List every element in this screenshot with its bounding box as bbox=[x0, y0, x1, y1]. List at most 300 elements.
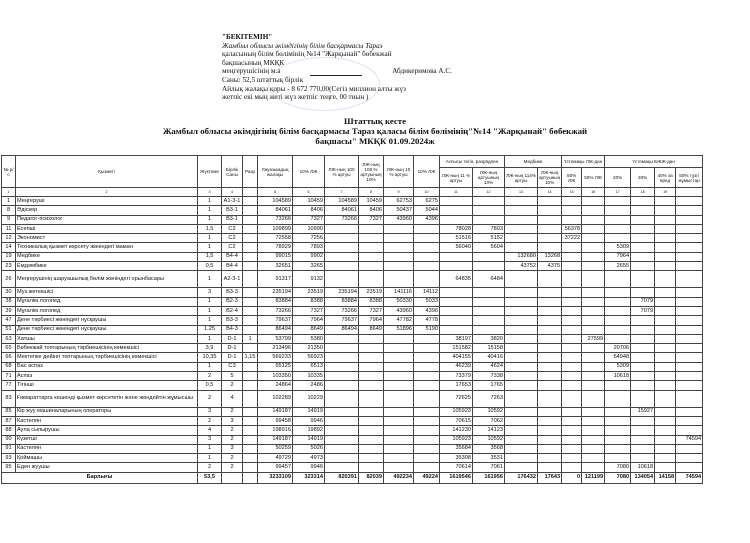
table-cell bbox=[562, 444, 582, 453]
table-cell: 35308 bbox=[440, 454, 473, 463]
table-cell bbox=[655, 353, 676, 362]
table-cell bbox=[538, 435, 562, 444]
table-cell: 84061 bbox=[258, 206, 293, 215]
table-cell: 14919 bbox=[293, 407, 325, 416]
table-cell bbox=[505, 381, 538, 390]
table-cell: 10335 bbox=[293, 372, 325, 381]
table-cell bbox=[359, 252, 384, 261]
table-cell bbox=[538, 344, 562, 353]
table-cell: 83884 bbox=[325, 297, 359, 306]
table-cell bbox=[562, 325, 582, 334]
table-row bbox=[2, 334, 703, 343]
row-number-cell: 1 bbox=[2, 197, 16, 206]
table-cell bbox=[243, 243, 258, 252]
table-cell bbox=[359, 271, 384, 288]
table-cell bbox=[325, 435, 359, 444]
col-header-no: № р/с bbox=[2, 156, 16, 188]
table-cell: 213496 bbox=[258, 344, 293, 353]
table-row bbox=[2, 325, 703, 334]
table-cell bbox=[359, 344, 384, 353]
col-number: 4 bbox=[222, 188, 243, 197]
table-cell bbox=[562, 197, 582, 206]
table-cell: 7327 bbox=[359, 306, 384, 315]
table-row bbox=[2, 463, 703, 472]
table-cell bbox=[582, 454, 605, 463]
table-cell bbox=[605, 334, 631, 343]
total-cell: 17643 bbox=[538, 472, 562, 483]
position-name-cell: Мектепке дейінгі топтарының тәрбиешісінің көмекшісі bbox=[16, 353, 198, 362]
table-cell bbox=[562, 334, 582, 343]
table-cell: 70615 bbox=[440, 416, 473, 425]
table-cell bbox=[325, 390, 359, 407]
table-cell bbox=[655, 206, 676, 215]
table-cell: 2 bbox=[222, 426, 243, 435]
table-cell: 8406 bbox=[293, 206, 325, 215]
row-number-cell: 77 bbox=[2, 381, 16, 390]
row-number-cell: 88 bbox=[2, 426, 16, 435]
table-cell: 7256 bbox=[293, 234, 325, 243]
table-cell: 5380 bbox=[293, 334, 325, 343]
table-cell bbox=[605, 444, 631, 453]
table-cell bbox=[440, 288, 473, 297]
position-name-cell: Емдәмбике bbox=[16, 262, 198, 271]
col-number: 1 bbox=[2, 188, 16, 197]
table-cell bbox=[562, 454, 582, 463]
table-cell bbox=[582, 215, 605, 224]
col-header-position: Қызметі bbox=[16, 156, 198, 188]
table-cell bbox=[384, 390, 414, 407]
table-cell: 141230 bbox=[440, 426, 473, 435]
table-cell bbox=[538, 426, 562, 435]
position-name-cell: Мұғалім логопед bbox=[16, 297, 198, 306]
table-cell: 64835 bbox=[440, 271, 473, 288]
table-cell bbox=[243, 234, 258, 243]
table-cell: 74594 bbox=[676, 435, 703, 444]
table-cell: 102289 bbox=[258, 390, 293, 407]
table-row bbox=[2, 407, 703, 416]
table-cell: D-1 bbox=[222, 334, 243, 343]
table-row bbox=[2, 288, 703, 297]
table-cell bbox=[243, 215, 258, 224]
total-cell bbox=[243, 472, 258, 483]
table-cell: 8388 bbox=[359, 297, 384, 306]
table-row bbox=[2, 454, 703, 463]
table-cell bbox=[562, 416, 582, 425]
table-cell bbox=[631, 381, 655, 390]
table-cell: 10459 bbox=[293, 197, 325, 206]
table-cell: 46239 bbox=[440, 362, 473, 371]
col-subheader: 50% тұзгі жұмыстар bbox=[676, 168, 703, 188]
total-cell: 74594 bbox=[676, 472, 703, 483]
table-cell: 9902 bbox=[293, 252, 325, 261]
table-cell bbox=[676, 288, 703, 297]
table-cell bbox=[655, 407, 676, 416]
table-cell bbox=[414, 463, 440, 472]
position-name-cell: Еден жуушы bbox=[16, 463, 198, 472]
table-cell: 86494 bbox=[258, 325, 293, 334]
table-cell: 2 bbox=[222, 463, 243, 472]
col-subheader: 50% ЛЖ bbox=[562, 168, 582, 188]
table-cell: 24864 bbox=[258, 381, 293, 390]
table-cell bbox=[384, 224, 414, 233]
col-subheader: 40% за вред bbox=[655, 168, 676, 188]
total-row bbox=[2, 472, 703, 483]
total-cell: 1619546 bbox=[440, 472, 473, 483]
table-cell: 1 bbox=[198, 454, 222, 463]
table-cell bbox=[676, 444, 703, 453]
table-cell: 7327 bbox=[293, 215, 325, 224]
table-cell bbox=[414, 416, 440, 425]
table-cell bbox=[384, 463, 414, 472]
table-cell: 73266 bbox=[258, 306, 293, 315]
position-name-cell: Кастелян bbox=[16, 416, 198, 425]
table-row bbox=[2, 435, 703, 444]
table-cell bbox=[538, 454, 562, 463]
table-cell bbox=[655, 381, 676, 390]
table-cell: 5 bbox=[222, 372, 243, 381]
table-cell bbox=[676, 306, 703, 315]
table-cell: 86494 bbox=[325, 325, 359, 334]
table-cell: В3-3 bbox=[222, 316, 243, 325]
table-cell bbox=[243, 316, 258, 325]
table-cell bbox=[505, 435, 538, 444]
table-row bbox=[2, 416, 703, 425]
table-cell bbox=[359, 372, 384, 381]
table-cell bbox=[676, 353, 703, 362]
table-cell bbox=[605, 381, 631, 390]
table-cell bbox=[562, 316, 582, 325]
table-cell bbox=[655, 197, 676, 206]
table-cell bbox=[325, 381, 359, 390]
table-cell bbox=[562, 297, 582, 306]
table-row bbox=[2, 224, 703, 233]
table-cell: 73379 bbox=[440, 372, 473, 381]
signature-line bbox=[222, 67, 452, 76]
row-number-cell: 51 bbox=[2, 325, 16, 334]
table-cell: 17653 bbox=[440, 381, 473, 390]
table-cell bbox=[243, 435, 258, 444]
table-cell bbox=[243, 306, 258, 315]
table-cell: 7893 bbox=[293, 243, 325, 252]
table-cell: 6513 bbox=[293, 362, 325, 371]
table-cell bbox=[582, 325, 605, 334]
table-cell bbox=[582, 344, 605, 353]
salary-fund: Айлық жалақы қоры - 8 672 770,00(Сегіз миллион алты жүз bbox=[222, 84, 406, 93]
table-cell: 235194 bbox=[325, 288, 359, 297]
table-cell bbox=[676, 463, 703, 472]
table-cell: 10,35 bbox=[198, 353, 222, 362]
table-cell bbox=[605, 224, 631, 233]
table-cell bbox=[562, 435, 582, 444]
table-cell: 149187 bbox=[258, 435, 293, 444]
table-cell: 7327 bbox=[293, 306, 325, 315]
table-cell bbox=[655, 426, 676, 435]
table-cell bbox=[243, 362, 258, 371]
table-cell bbox=[676, 197, 703, 206]
table-cell bbox=[582, 435, 605, 444]
table-cell: 404155 bbox=[440, 353, 473, 362]
table-cell bbox=[473, 325, 505, 334]
table-cell: 1 bbox=[198, 362, 222, 371]
position-name-cell: Муз.жетекшісі bbox=[16, 288, 198, 297]
table-cell: 14112 bbox=[414, 288, 440, 297]
table-cell bbox=[243, 463, 258, 472]
table-cell bbox=[582, 407, 605, 416]
table-cell: 72558 bbox=[258, 234, 293, 243]
table-cell: 15927 bbox=[631, 407, 655, 416]
table-cell: С2 bbox=[222, 243, 243, 252]
table-cell bbox=[676, 416, 703, 425]
table-cell bbox=[538, 463, 562, 472]
table-cell bbox=[655, 344, 676, 353]
table-cell bbox=[414, 224, 440, 233]
table-cell bbox=[538, 390, 562, 407]
row-number-cell: 39 bbox=[2, 306, 16, 315]
table-cell: 84061 bbox=[325, 206, 359, 215]
total-cell: 49224 bbox=[414, 472, 440, 483]
row-number-cell: 38 bbox=[2, 297, 16, 306]
table-row bbox=[2, 297, 703, 306]
table-cell bbox=[676, 215, 703, 224]
table-cell bbox=[325, 416, 359, 425]
table-cell: 5152 bbox=[473, 234, 505, 243]
table-cell: 65125 bbox=[258, 362, 293, 371]
col-header-increase10: ЛЖ-ның 10 % артуы bbox=[384, 156, 414, 188]
title-line: Штаттық кесте bbox=[343, 116, 407, 126]
table-cell: 50259 bbox=[258, 444, 293, 453]
table-cell: 2 bbox=[198, 463, 222, 472]
col-number: 16 bbox=[582, 188, 605, 197]
table-cell bbox=[538, 234, 562, 243]
table-cell: 4973 bbox=[293, 454, 325, 463]
table-cell bbox=[582, 426, 605, 435]
table-cell: С2 bbox=[222, 234, 243, 243]
table-cell bbox=[631, 206, 655, 215]
col-number: 9 bbox=[384, 188, 414, 197]
table-cell: 2 bbox=[222, 454, 243, 463]
table-cell bbox=[325, 353, 359, 362]
col-number: 17 bbox=[605, 188, 631, 197]
table-cell bbox=[655, 271, 676, 288]
table-cell: 1,5 bbox=[198, 224, 222, 233]
table-cell bbox=[505, 234, 538, 243]
table-cell bbox=[582, 444, 605, 453]
table-cell bbox=[655, 252, 676, 261]
table-cell: 99458 bbox=[258, 416, 293, 425]
table-cell: В3-1 bbox=[222, 215, 243, 224]
table-cell: 47782 bbox=[384, 316, 414, 325]
table-cell bbox=[631, 344, 655, 353]
position-name-cell: Әдіскер bbox=[16, 206, 198, 215]
table-cell bbox=[676, 252, 703, 261]
table-cell: 13268 bbox=[538, 252, 562, 261]
table-cell bbox=[325, 224, 359, 233]
table-cell bbox=[325, 271, 359, 288]
table-row bbox=[2, 316, 703, 325]
table-cell bbox=[243, 344, 258, 353]
table-cell bbox=[538, 206, 562, 215]
table-cell bbox=[631, 234, 655, 243]
table-cell bbox=[605, 271, 631, 288]
table-cell: 2 bbox=[222, 435, 243, 444]
table-cell bbox=[631, 435, 655, 444]
table-row bbox=[2, 390, 703, 407]
table-cell: 4624 bbox=[473, 362, 505, 371]
table-cell: 3820 bbox=[473, 334, 505, 343]
table-cell: В2-4 bbox=[222, 306, 243, 315]
table-cell: 3,9 bbox=[198, 344, 222, 353]
row-number-cell: 83 bbox=[2, 390, 16, 407]
table-cell: 7338 bbox=[473, 372, 505, 381]
table-cell: 1 bbox=[198, 271, 222, 288]
position-name-cell: Есепші bbox=[16, 224, 198, 233]
table-cell bbox=[505, 463, 538, 472]
table-cell bbox=[243, 426, 258, 435]
table-row bbox=[2, 243, 703, 252]
table-cell bbox=[562, 243, 582, 252]
table-cell bbox=[631, 353, 655, 362]
table-cell: D-1 bbox=[222, 353, 243, 362]
table-cell bbox=[538, 288, 562, 297]
table-cell bbox=[473, 288, 505, 297]
table-cell bbox=[505, 344, 538, 353]
group-header-bonus-salary: Үстемақы ЛЖ-дан bbox=[562, 156, 605, 168]
table-cell bbox=[562, 372, 582, 381]
table-cell: 2 bbox=[198, 372, 222, 381]
table-cell: 27599 bbox=[582, 334, 605, 343]
table-cell bbox=[562, 288, 582, 297]
table-cell: 4375 bbox=[538, 262, 562, 271]
table-cell: 7061 bbox=[473, 463, 505, 472]
table-cell: 132680 bbox=[505, 252, 538, 261]
table-cell bbox=[414, 454, 440, 463]
table-cell bbox=[243, 252, 258, 261]
table-cell bbox=[538, 334, 562, 343]
table-cell: 14919 bbox=[293, 435, 325, 444]
table-row bbox=[2, 271, 703, 288]
table-cell: 7079 bbox=[631, 306, 655, 315]
table-cell: 43960 bbox=[384, 306, 414, 315]
row-number-cell: 14 bbox=[2, 243, 16, 252]
table-cell: 43752 bbox=[505, 262, 538, 271]
table-cell: А2-3-1 bbox=[222, 271, 243, 288]
total-cell: 82039 bbox=[359, 472, 384, 483]
row-number-cell: 11 bbox=[2, 224, 16, 233]
table-cell bbox=[505, 197, 538, 206]
table-cell: 91317 bbox=[258, 271, 293, 288]
table-cell: 50330 bbox=[384, 297, 414, 306]
total-cell: 176432 bbox=[505, 472, 538, 483]
table-cell bbox=[655, 435, 676, 444]
table-row bbox=[2, 344, 703, 353]
table-row bbox=[2, 215, 703, 224]
row-number-cell: 8 bbox=[2, 206, 16, 215]
table-cell bbox=[384, 353, 414, 362]
col-number: 3 bbox=[198, 188, 222, 197]
table-cell bbox=[384, 426, 414, 435]
table-cell: 1 bbox=[243, 334, 258, 343]
header-row-top bbox=[2, 156, 703, 168]
table-row bbox=[2, 381, 703, 390]
table-cell bbox=[676, 224, 703, 233]
table-cell bbox=[605, 297, 631, 306]
table-cell: 8406 bbox=[359, 206, 384, 215]
table-row bbox=[2, 306, 703, 315]
table-cell bbox=[325, 243, 359, 252]
total-cell: 323314 bbox=[293, 472, 325, 483]
position-name-cell: Аспаз bbox=[16, 372, 198, 381]
table-cell: С3 bbox=[222, 362, 243, 371]
col-header-units: Бірлік Саны bbox=[222, 156, 243, 188]
table-cell: 9946 bbox=[293, 416, 325, 425]
staff-count: Саны: 52,5 штаттық бірлік bbox=[222, 75, 304, 84]
row-number-cell: 87 bbox=[2, 416, 16, 425]
table-cell bbox=[538, 224, 562, 233]
table-cell bbox=[440, 197, 473, 206]
approval-header: "БЕКІТЕМІН" bbox=[222, 33, 273, 41]
table-cell bbox=[359, 334, 384, 343]
table-cell bbox=[243, 224, 258, 233]
table-cell bbox=[359, 416, 384, 425]
table-cell bbox=[414, 334, 440, 343]
table-cell bbox=[243, 381, 258, 390]
table-cell: 2486 bbox=[293, 381, 325, 390]
table-cell bbox=[605, 435, 631, 444]
table-cell bbox=[359, 224, 384, 233]
row-number-cell: 12 bbox=[2, 234, 16, 243]
table-cell bbox=[655, 372, 676, 381]
table-cell bbox=[243, 416, 258, 425]
table-cell bbox=[505, 390, 538, 407]
table-cell bbox=[655, 334, 676, 343]
table-cell: 2 bbox=[222, 381, 243, 390]
table-cell: 8649 bbox=[359, 325, 384, 334]
table-cell: С2 bbox=[222, 224, 243, 233]
table-row bbox=[2, 353, 703, 362]
table-cell bbox=[325, 252, 359, 261]
table-cell: В4-4 bbox=[222, 252, 243, 261]
table-cell: 2 bbox=[222, 407, 243, 416]
col-header-10pct: 10% ЛЖ bbox=[293, 156, 325, 188]
table-cell bbox=[359, 426, 384, 435]
table-cell bbox=[655, 444, 676, 453]
position-name-cell: Күзетші bbox=[16, 435, 198, 444]
total-cell: 161956 bbox=[473, 472, 505, 483]
table-cell: 1 bbox=[198, 444, 222, 453]
table-cell: 0,5 bbox=[198, 262, 222, 271]
position-name-cell: Қоймашы bbox=[16, 454, 198, 463]
col-header-increase100: ЛЖ-ның 100 % артуы bbox=[325, 156, 359, 188]
table-cell bbox=[562, 390, 582, 407]
table-cell bbox=[359, 435, 384, 444]
table-cell bbox=[605, 215, 631, 224]
table-cell: 56378 bbox=[562, 224, 582, 233]
table-cell bbox=[631, 271, 655, 288]
table-cell bbox=[414, 444, 440, 453]
table-cell bbox=[473, 197, 505, 206]
table-cell: 9946 bbox=[293, 463, 325, 472]
col-subheader: 20% bbox=[605, 168, 631, 188]
table-cell: 14123 bbox=[473, 426, 505, 435]
table-cell bbox=[440, 262, 473, 271]
table-cell bbox=[655, 325, 676, 334]
total-cell: 134054 bbox=[631, 472, 655, 483]
table-cell bbox=[676, 407, 703, 416]
table-cell: 3 bbox=[198, 288, 222, 297]
row-number-cell: 23 bbox=[2, 262, 16, 271]
table-cell: 151582 bbox=[440, 344, 473, 353]
table-cell bbox=[605, 316, 631, 325]
